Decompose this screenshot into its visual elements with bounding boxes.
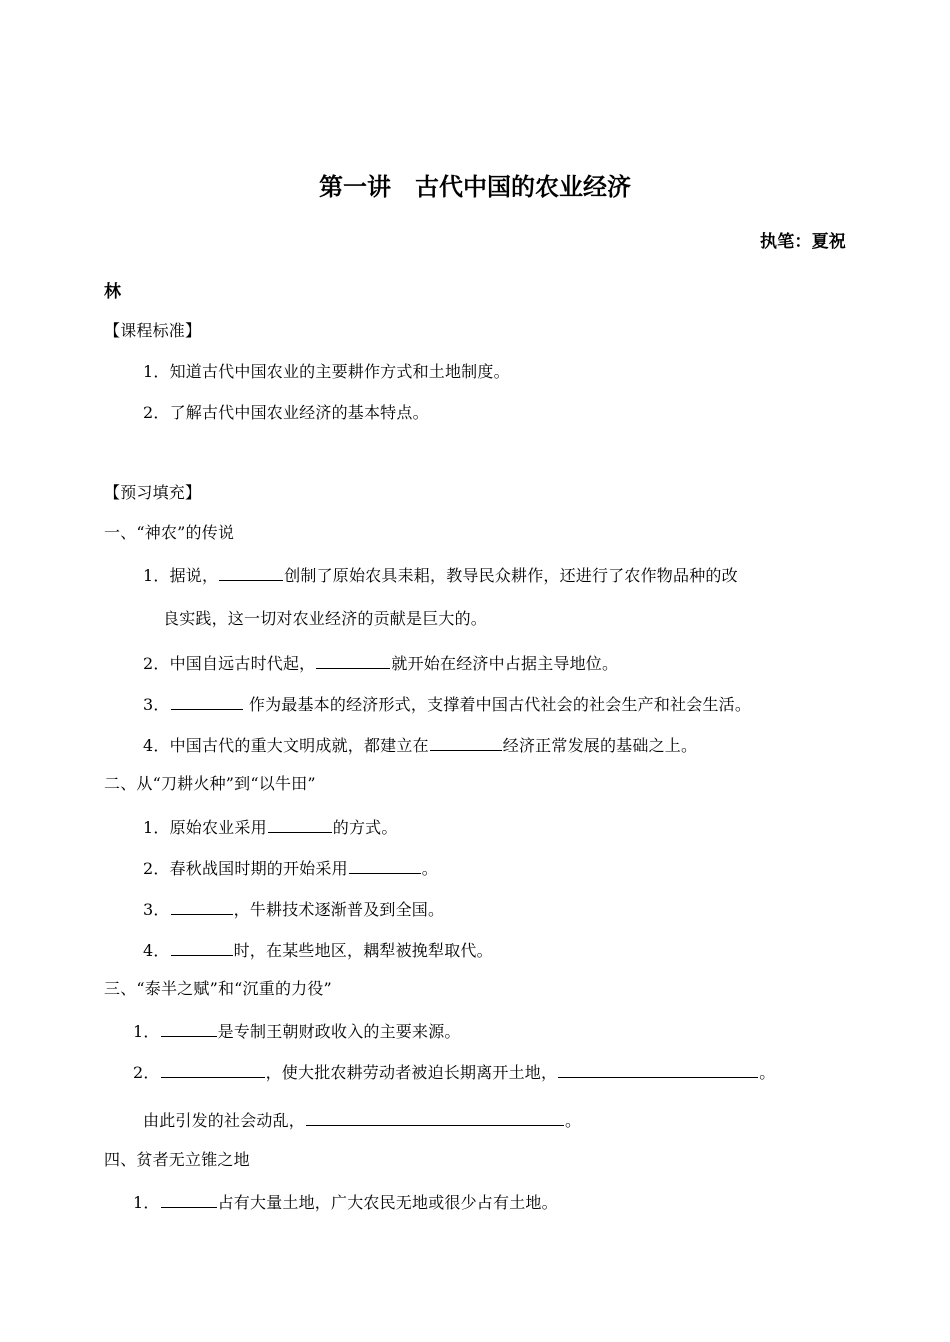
answer-blank[interactable]	[316, 651, 390, 669]
answer-blank[interactable]	[171, 938, 233, 956]
section-2-heading: 二、从“刀耕火种”到“以牛田”	[104, 774, 316, 793]
answer-blank[interactable]	[306, 1108, 564, 1126]
answer-blank[interactable]	[268, 815, 332, 833]
question-text: 4．	[143, 941, 170, 960]
question-1-1-cont: 良实践，这一切对农业经济的贡献是巨大的。	[163, 609, 488, 628]
question-text: 由此引发的社会动乱，	[143, 1111, 306, 1130]
question-text: 1．据说，	[143, 566, 219, 585]
question-1-1	[143, 563, 738, 587]
answer-blank[interactable]	[219, 563, 283, 581]
question-2-3	[143, 897, 444, 921]
question-text: 就开始在经济中占据主导地位。	[391, 654, 619, 673]
question-text: 占有大量土地，广大农民无地或很少占有土地。	[217, 1193, 558, 1212]
question-4-1	[133, 1190, 558, 1214]
question-text: 1．原始农业采用	[143, 818, 267, 837]
question-text: 3．	[143, 695, 170, 714]
answer-blank[interactable]	[171, 692, 243, 710]
section-4-heading: 四、贫者无立锥之地	[104, 1150, 250, 1169]
question-2-2	[143, 856, 438, 880]
question-text: 2．春秋战国时期的开始采用	[143, 859, 348, 878]
question-text: 2．	[133, 1063, 160, 1082]
page-title: 第一讲 古代中国的农业经济	[319, 173, 631, 201]
author-line: 执笔：夏祝	[760, 232, 846, 252]
question-text: 1．	[133, 1022, 160, 1041]
answer-blank[interactable]	[349, 856, 421, 874]
question-text: 2．中国自远古时代起，	[143, 654, 316, 673]
question-text: ，牛耕技术逐渐普及到全国。	[233, 900, 445, 919]
question-text: 。	[565, 1111, 582, 1130]
curriculum-heading: 【课程标准】	[104, 321, 202, 340]
curriculum-item-2: 2．了解古代中国农业经济的基本特点。	[143, 403, 429, 422]
answer-blank[interactable]	[558, 1060, 758, 1078]
section-3-heading: 三、“泰半之赋”和“沉重的力役”	[104, 979, 332, 998]
question-text: 3．	[143, 900, 170, 919]
section-1-heading: 一、“神农”的传说	[104, 523, 235, 542]
answer-blank[interactable]	[161, 1190, 217, 1208]
question-text: 。	[421, 859, 438, 878]
question-1-2	[143, 651, 618, 675]
author-line-cont: 林	[104, 282, 122, 302]
answer-blank[interactable]	[161, 1019, 217, 1037]
question-text: 经济正常发展的基础之上。	[502, 736, 698, 755]
answer-blank[interactable]	[161, 1060, 265, 1078]
question-2-4	[143, 938, 493, 962]
question-3-1	[133, 1019, 461, 1043]
answer-blank[interactable]	[171, 897, 233, 915]
question-text: 创制了原始农具耒耜，教导民众耕作，还进行了农作物品种的改	[284, 566, 738, 585]
question-3-2	[133, 1060, 775, 1084]
question-1-3	[143, 692, 751, 716]
question-text: 4．中国古代的重大文明成就，都建立在	[143, 736, 429, 755]
question-text: 的方式。	[332, 818, 398, 837]
question-1-4	[143, 733, 697, 757]
question-text: 作为最基本的经济形式，支撑着中国古代社会的社会生产和社会生活。	[243, 695, 752, 714]
preview-heading: 【预习填充】	[104, 483, 202, 502]
question-text: 1．	[133, 1193, 160, 1212]
question-3-2-cont	[143, 1108, 581, 1132]
question-text: ，使大批农耕劳动者被迫长期离开土地，	[265, 1063, 558, 1082]
question-text: 。	[759, 1063, 776, 1082]
curriculum-item-1: 1．知道古代中国农业的主要耕作方式和土地制度。	[143, 362, 510, 381]
answer-blank[interactable]	[430, 733, 502, 751]
question-2-1	[143, 815, 398, 839]
question-text: 是专制王朝财政收入的主要来源。	[217, 1022, 461, 1041]
question-text: 时，在某些地区，耦犁被挽犁取代。	[233, 941, 493, 960]
